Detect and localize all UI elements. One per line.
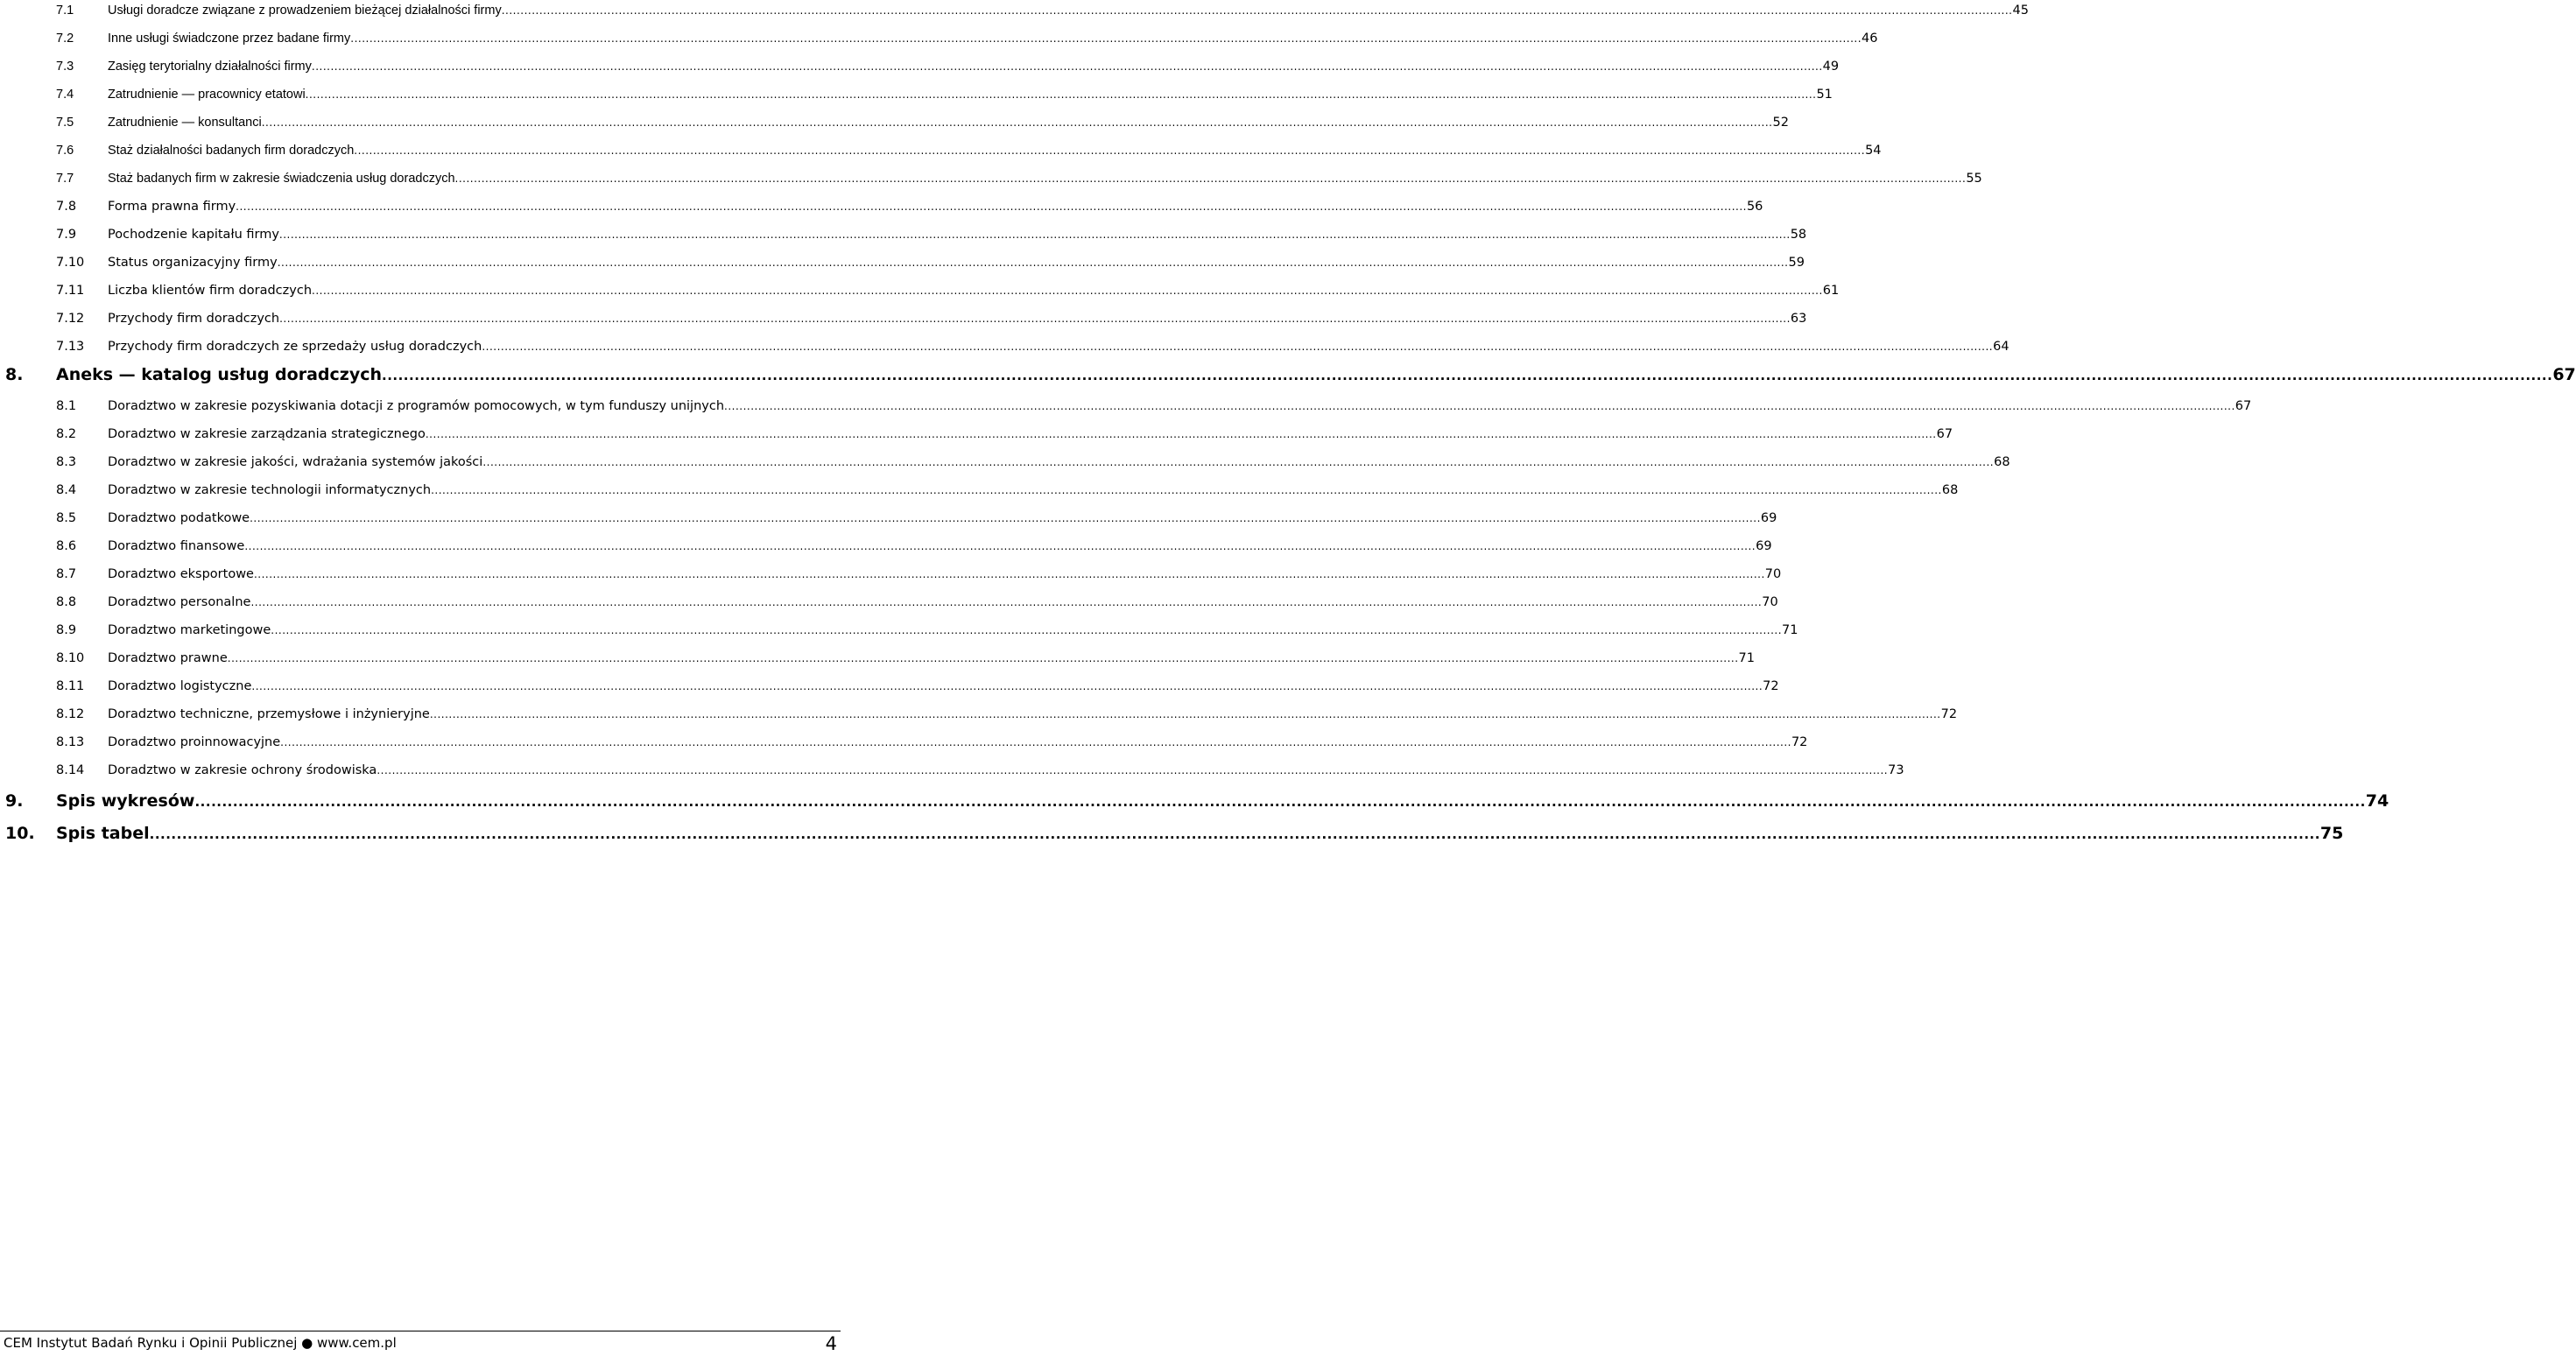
toc-entry-title: Usługi doradcze związane z prowadzeniem bieżącej działalności firmy	[108, 4, 502, 18]
toc-entry-body	[108, 483, 1959, 497]
toc-entry[interactable]	[0, 280, 1840, 301]
toc-entry[interactable]	[0, 480, 1959, 501]
dot-leader: ................................................................................................................................................................................................................................................................................................................................................................................................................	[271, 624, 1783, 636]
toc-entry[interactable]	[0, 396, 2252, 417]
toc-entry[interactable]	[0, 28, 1878, 49]
toc-entry[interactable]	[0, 732, 1808, 753]
toc-entry-body	[108, 679, 1779, 693]
toc-entry-title: Przychody firm doradczych	[108, 312, 280, 326]
page-number: 4	[825, 1333, 837, 1354]
dot-leader: ................................................................................................................................................................................................................................................................................................................................................................................................................	[429, 708, 1941, 720]
toc-entry-title: Doradztwo marketingowe	[108, 623, 271, 637]
toc-entry[interactable]	[0, 140, 1882, 161]
dot-leader: ................................................................................................................................................................................................................................................................................................................................................................................................................	[311, 60, 1823, 73]
toc-entry-title: Doradztwo w zakresie ochrony środowiska	[108, 763, 377, 777]
dot-leader: ................................................................................................................................................................................................................................................................................................................................................................................................................	[305, 88, 1817, 101]
toc-entry-number: 8.5	[56, 511, 77, 525]
dot-leader: ................................................................................................................................................................................................................................................................................................................................................................................................................	[425, 428, 1937, 440]
toc-entry-number: 8.1	[56, 399, 77, 413]
toc-entry-body	[108, 399, 2252, 413]
toc-entry-number: 8.3	[56, 455, 77, 469]
toc-entry-body	[108, 144, 1882, 158]
toc-entry-body	[108, 455, 2010, 469]
toc-entry[interactable]	[0, 112, 1789, 133]
toc-entry[interactable]	[0, 648, 1755, 669]
toc-entry-page: 69	[1756, 539, 1772, 553]
toc-entry-body	[108, 116, 1789, 130]
toc-entry-title: Zasięg terytorialny działalności firmy	[108, 60, 312, 74]
toc-entry-number: 7.4	[56, 88, 74, 102]
toc-entry-body	[108, 511, 1777, 525]
toc-entry-body	[108, 595, 1778, 609]
dot-leader: ................................................................................................................................................................................................................................................................................................................................................................................................................	[724, 400, 2235, 412]
dot-leader: ................................................................................................................................................................................................................................................................................................................................................................................................................	[482, 341, 1994, 353]
toc-entry-title: Zatrudnienie — konsultanci	[108, 116, 262, 130]
toc-entry[interactable]	[0, 84, 1833, 105]
dot-leader: ................................................................................................................................................................................................................................................................................................................................................................................................................	[350, 32, 1862, 45]
toc-entry-body	[108, 60, 1840, 74]
toc-entry[interactable]	[0, 536, 1772, 557]
toc-entry-number: 7.1	[56, 4, 74, 18]
toc-entry-page: 55	[1966, 172, 1982, 186]
toc-entry-page: 52	[1772, 116, 1789, 130]
toc-entry-page: 72	[1940, 707, 1958, 721]
toc-entry-body	[108, 228, 1807, 242]
dot-leader: ................................................................................................................................................................................................................................................................................................................................................................................................................	[482, 456, 1995, 468]
toc-entry-title: Doradztwo w zakresie jakości, wdrażania systemów jakości	[108, 455, 483, 469]
dot-leader: ................................................................................................................................................................................................................................................................................................................................................................................................................	[278, 228, 1791, 241]
toc-entry-number: 7.6	[56, 144, 74, 158]
toc-entry-number: 7.3	[56, 60, 74, 74]
footer-text: CEM Instytut Badań Rynku i Opinii Publicznej ● www.cem.pl	[4, 1335, 397, 1351]
toc-entry-title: Doradztwo w zakresie pozyskiwania dotacji z programów pomocowych, w tym funduszy unijnych	[108, 399, 725, 413]
toc-entry-number: 8.	[5, 365, 24, 384]
toc-entry-title: Doradztwo personalne	[108, 595, 251, 609]
toc-entry[interactable]	[0, 452, 2010, 473]
toc-entry-title: Doradztwo finansowe	[108, 539, 245, 553]
toc-entry-title: Doradztwo w zakresie zarządzania strategicznego	[108, 427, 426, 441]
dot-leader: ................................................................................................................................................................................................................................................................................................................................................................................................................	[227, 652, 1739, 664]
toc-entry-number: 8.8	[56, 595, 77, 609]
toc-entry-number: 9.	[5, 791, 24, 811]
toc-entry-title: Przychody firm doradczych ze sprzedaży usług doradczych	[108, 340, 482, 354]
toc-entry-number: 8.9	[56, 623, 77, 637]
toc-entry-title: Doradztwo logistyczne	[108, 679, 252, 693]
toc-entry-page: 69	[1760, 511, 1777, 525]
toc-entry-page: 61	[1822, 284, 1840, 298]
toc-entry-page: 54	[1865, 144, 1882, 158]
toc-entry-page: 58	[1790, 228, 1807, 242]
toc-entry-page: 75	[2319, 824, 2344, 843]
toc-entry-body	[108, 32, 1878, 46]
toc-entry-title: Spis wykresów	[56, 791, 195, 811]
toc-entry[interactable]	[0, 196, 1763, 217]
dot-leader: ................................................................................................................................................................................................................................................................................................................................................................................................................	[253, 568, 1765, 580]
toc-entry-body	[108, 567, 1782, 581]
dot-leader: ................................................................................................................................................................................................................................................................................................................................................................................................................	[236, 200, 1747, 213]
dot-leader: ................................................................................................................................................................................................................................................................................................................................................................................................................	[454, 172, 1967, 185]
toc-entry-body	[108, 200, 1763, 214]
toc-entry[interactable]	[0, 364, 2576, 385]
toc-entry[interactable]	[0, 168, 1982, 189]
toc-entry-title: Zatrudnienie — pracownicy etatowi	[108, 88, 306, 102]
toc-entry[interactable]	[0, 424, 1953, 445]
dot-leader: ................................................................................................................................................................................................................................................................................................................................................................................................................	[354, 144, 1866, 157]
toc-entry-body	[108, 623, 1798, 637]
toc-entry-number: 8.6	[56, 539, 77, 553]
toc-entry-title: Liczba klientów firm doradczych	[108, 284, 313, 298]
dot-leader: ................................................................................................................................................................................................................................................................................................................................................................................................................	[501, 4, 2013, 17]
dot-leader: ................................................................................................................................................................................................................................................................................................................................................................................................................	[279, 313, 1791, 325]
toc-entry-number: 7.11	[56, 284, 85, 298]
toc-entry-number: 8.7	[56, 567, 77, 581]
toc-entry-body	[108, 763, 1904, 777]
toc-entry-title: Doradztwo prawne	[108, 651, 228, 665]
toc-entry-title: Forma prawna firmy	[108, 200, 236, 214]
toc-entry-page: 64	[1993, 340, 2009, 354]
toc-entry-body	[108, 735, 1808, 749]
toc-entry-body	[56, 365, 2576, 384]
toc-entry-body	[108, 312, 1807, 326]
toc-entry-body	[108, 707, 1958, 721]
toc-entry-page: 67	[2552, 365, 2576, 384]
toc-entry-body	[108, 172, 1982, 186]
toc-entry-number: 8.10	[56, 651, 85, 665]
dot-leader: ................................................................................................................................................................................................................................................................................................................................................................................................................	[382, 368, 2553, 383]
toc-entry[interactable]	[0, 0, 2029, 21]
dot-leader: ................................................................................................................................................................................................................................................................................................................................................................................................................	[280, 736, 1791, 748]
toc-entry-number: 8.13	[56, 735, 85, 749]
toc-entry-page: 67	[1936, 427, 1953, 441]
toc-entry-title: Staż badanych firm w zakresie świadczenia usług doradczych	[108, 172, 455, 186]
toc-entry-page: 71	[1782, 623, 1798, 637]
toc-entry-page: 56	[1746, 200, 1763, 214]
toc-entry[interactable]	[0, 592, 1778, 613]
toc-entry-page: 51	[1816, 88, 1833, 102]
toc-entry-body	[108, 88, 1833, 102]
toc-entry-title: Spis tabel	[56, 824, 150, 843]
toc-entry-title: Doradztwo podatkowe	[108, 511, 250, 525]
toc-entry[interactable]	[0, 620, 1798, 641]
toc-entry-page: 67	[2235, 399, 2252, 413]
toc-entry[interactable]	[0, 252, 1805, 273]
toc-entry-number: 7.5	[56, 116, 74, 130]
toc-entry-title: Staż działalności badanych firm doradczych	[108, 144, 355, 158]
toc-entry-page: 68	[1994, 455, 2010, 469]
toc-entry-page: 72	[1791, 735, 1808, 749]
toc-entry-body	[108, 284, 1840, 298]
toc-entry-page: 72	[1763, 679, 1779, 693]
toc-entry[interactable]	[0, 704, 1958, 725]
toc-entry[interactable]	[0, 56, 1840, 77]
toc-entry-body	[56, 791, 2389, 811]
toc-entry-body	[108, 651, 1755, 665]
dot-leader: ................................................................................................................................................................................................................................................................................................................................................................................................................	[261, 116, 1773, 129]
toc-entry[interactable]	[0, 508, 1777, 529]
toc-entry-page: 68	[1941, 483, 1959, 497]
toc-entry[interactable]	[0, 760, 1904, 781]
toc-entry-body	[108, 4, 2029, 18]
toc-entry-title: Doradztwo w zakresie technologii informatycznych	[108, 483, 432, 497]
toc-entry-title: Pochodzenie kapitału firmy	[108, 228, 279, 242]
toc-entry-page: 73	[1888, 763, 1904, 777]
toc-entry[interactable]	[0, 308, 1807, 329]
dot-leader: ................................................................................................................................................................................................................................................................................................................................................................................................................	[251, 680, 1763, 692]
dot-leader: ................................................................................................................................................................................................................................................................................................................................................................................................................	[149, 826, 2320, 842]
toc-entry-page: 46	[1862, 32, 1878, 46]
toc-entry[interactable]	[0, 224, 1807, 245]
toc-entry-page: 49	[1822, 60, 1840, 74]
toc-entry-page: 71	[1738, 651, 1755, 665]
toc-entry[interactable]	[0, 676, 1779, 697]
toc-entry-body	[108, 427, 1953, 441]
dot-leader: ................................................................................................................................................................................................................................................................................................................................................................................................................	[312, 285, 1823, 297]
dot-leader: ................................................................................................................................................................................................................................................................................................................................................................................................................	[377, 764, 1889, 776]
toc-entry[interactable]	[0, 823, 2344, 844]
toc-entry-title: Doradztwo techniczne, przemysłowe i inżynieryjne	[108, 707, 430, 721]
dot-leader: ................................................................................................................................................................................................................................................................................................................................................................................................................	[194, 794, 2366, 810]
toc-entry[interactable]	[0, 790, 2389, 811]
toc-entry-title: Inne usługi świadczone przez badane firmy	[108, 32, 351, 46]
dot-leader: ................................................................................................................................................................................................................................................................................................................................................................................................................	[277, 256, 1789, 269]
toc-entry-page: 59	[1788, 256, 1805, 270]
dot-leader: ................................................................................................................................................................................................................................................................................................................................................................................................................	[250, 596, 1763, 608]
toc-entry-number: 7.2	[56, 32, 74, 46]
dot-leader: ................................................................................................................................................................................................................................................................................................................................................................................................................	[431, 484, 1942, 496]
toc-entry-number: 7.10	[56, 256, 85, 270]
toc-entry-number: 10.	[5, 824, 35, 843]
toc-entry-page: 74	[2365, 791, 2389, 811]
toc-entry[interactable]	[0, 564, 1782, 585]
toc-entry-body	[108, 256, 1805, 270]
toc-entry-title: Doradztwo proinnowacyjne	[108, 735, 281, 749]
toc-entry-body	[108, 340, 2009, 354]
toc-entry-title: Aneks — katalog usług doradczych	[56, 365, 383, 384]
toc-entry-number: 7.12	[56, 312, 85, 326]
toc-entry-number: 8.4	[56, 483, 77, 497]
toc-entry-page: 45	[2012, 4, 2029, 18]
toc-entry-body	[56, 824, 2344, 843]
toc-entry-title: Status organizacyjny firmy	[108, 256, 278, 270]
toc-entry-body	[108, 539, 1772, 553]
toc-entry-number: 7.7	[56, 172, 74, 186]
toc-entry-page: 70	[1764, 567, 1782, 581]
toc-entry-number: 8.11	[56, 679, 85, 693]
toc-entry-title: Doradztwo eksportowe	[108, 567, 254, 581]
dot-leader: ................................................................................................................................................................................................................................................................................................................................................................................................................	[244, 540, 1756, 552]
toc-entry-page: 70	[1762, 595, 1778, 609]
toc-entry-number: 8.14	[56, 763, 85, 777]
toc-entry-page: 63	[1790, 312, 1807, 326]
toc-entry-number: 8.2	[56, 427, 77, 441]
toc-entry-number: 7.9	[56, 228, 77, 242]
toc-entry[interactable]	[0, 336, 2009, 357]
toc-entry-number: 7.13	[56, 340, 85, 354]
toc-entry-number: 7.8	[56, 200, 77, 214]
dot-leader: ................................................................................................................................................................................................................................................................................................................................................................................................................	[250, 512, 1761, 524]
toc-entry-number: 8.12	[56, 707, 85, 721]
